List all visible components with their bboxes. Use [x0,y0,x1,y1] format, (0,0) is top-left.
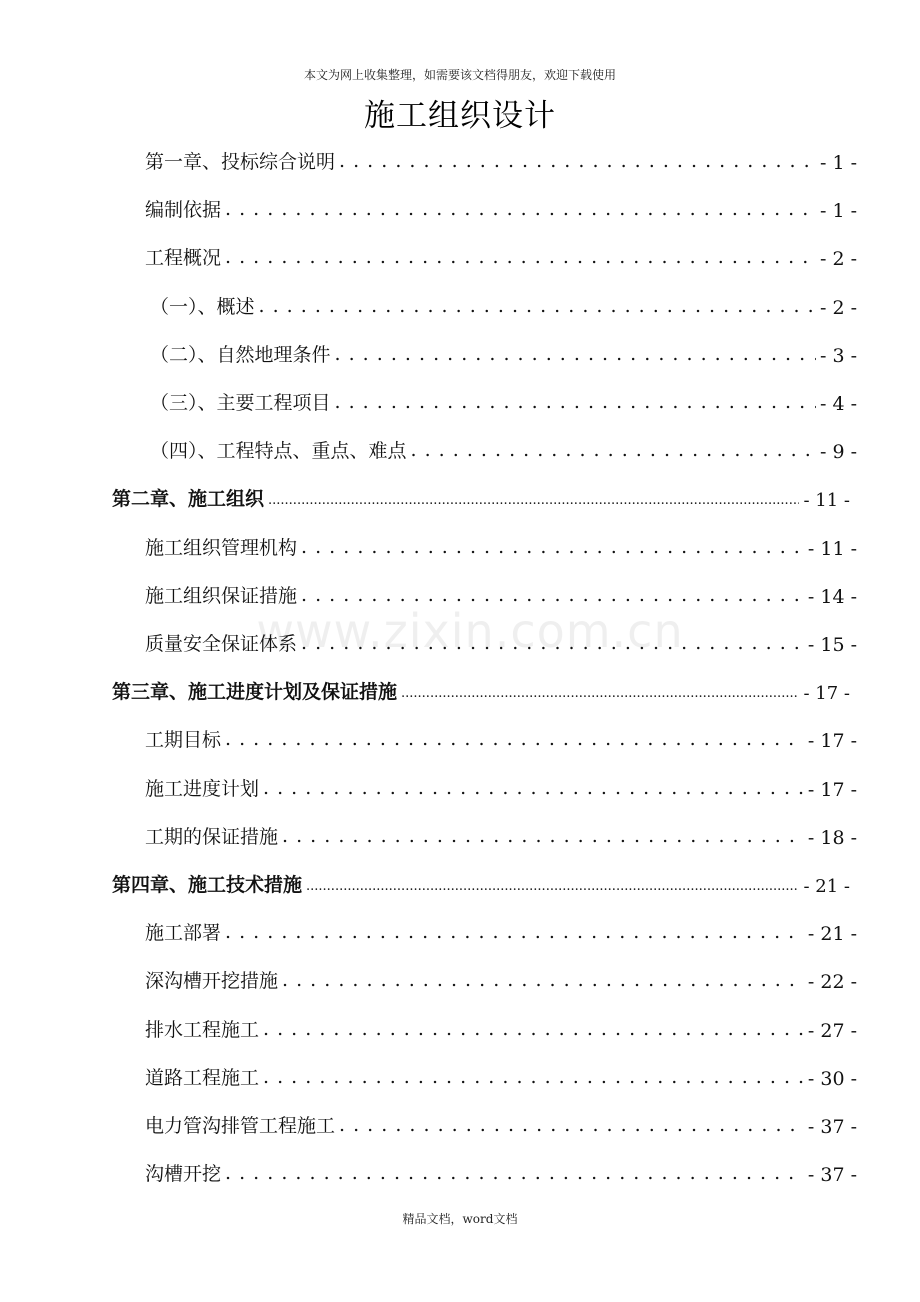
toc-entry-title: （三）、主要工程项目 [150,392,331,414]
toc-entry[interactable] [150,339,857,367]
document-title: 施工组织设计 [364,98,556,134]
toc-page-number: - 2 - [819,248,857,271]
toc-chapter-entry[interactable] [112,676,850,704]
toc-page-number: - 11 - [807,537,857,560]
toc-page-number: - 21 - [803,876,850,897]
toc-entry-title: （二）、自然地理条件 [150,343,331,366]
toc-entry-title: 第一章、投标综合说明 [145,151,336,173]
toc-page-number: - 17 - [807,778,857,801]
toc-entry-title: 工程概况 [145,247,222,270]
toc-page-number: - 37 - [807,1116,857,1138]
toc-page-number: - 21 - [807,923,857,946]
footer-note: 精品文档，word文档 [402,1212,518,1226]
toc-page-number: - 14 - [807,585,857,608]
toc-entry-title: 质量安全保证体系 [145,633,298,655]
toc-page-number: - 22 - [807,971,857,994]
toc-entry-title: 编制依据 [145,199,222,222]
toc-dot-leader [339,150,816,172]
toc-entry-title: （四）、工程特点、重点、难点 [150,440,407,463]
toc-entry-title: （一）、概述 [150,295,255,318]
toc-entry[interactable] [145,580,857,608]
toc-chapter-entry[interactable] [112,483,850,511]
toc-entry[interactable] [145,532,857,560]
toc-entry-title: 电力管沟排管工程施工 [145,1115,336,1137]
toc-entry-title: 沟槽开挖 [145,1163,222,1186]
toc-dot-leader [301,584,804,606]
toc-page-number: - 1 - [819,200,857,223]
toc-dot-leader [335,391,816,413]
toc-entry-title: 工期目标 [145,729,222,752]
toc-dot-leader [225,198,816,220]
toc-dot-leader [263,777,804,799]
toc-entry-title: 第四章、施工技术措施 [112,874,303,896]
toc-dot-leader [225,728,804,750]
toc-page-number: - 2 - [819,296,857,319]
toc-entry-title: 道路工程施工 [145,1066,260,1089]
toc-entry[interactable] [145,146,857,174]
toc-page-number: - 27 - [807,1019,857,1042]
toc-entry-title: 施工组织保证措施 [145,584,298,607]
toc-entry-title: 工期的保证措施 [145,825,279,848]
toc-entry[interactable] [145,724,857,752]
watermark: www.zixin.com.cn [256,604,684,658]
toc-page-number: - 11 - [803,490,850,512]
toc-dot-leader [282,825,804,847]
toc-dot-leader [268,487,799,509]
toc-page-number: - 3 - [819,344,857,367]
toc-entry[interactable] [145,773,857,801]
toc-entry[interactable] [145,1062,857,1090]
toc-dot-leader [335,343,816,365]
toc-entry[interactable] [145,1110,857,1138]
toc-page-number: - 4 - [819,393,857,415]
toc-dot-leader [306,873,799,895]
toc-dot-leader [259,295,816,317]
toc-dot-leader [263,1066,804,1088]
toc-page-number: - 9 - [819,441,857,464]
toc-dot-leader [225,1162,804,1184]
toc-entry[interactable] [145,628,857,656]
toc-page-number: - 18 - [807,826,857,849]
toc-entry-title: 排水工程施工 [145,1018,260,1041]
toc-entry[interactable] [145,1158,857,1186]
toc-dot-leader [225,921,804,943]
toc-page-number: - 17 - [807,730,857,753]
toc-entry[interactable] [145,917,857,945]
toc-chapter-entry[interactable] [112,869,850,897]
toc-dot-leader [301,536,804,558]
toc-dot-leader [225,246,816,268]
toc-dot-leader [301,632,804,654]
toc-entry-title: 第二章、施工组织 [112,488,265,511]
toc-dot-leader [401,680,799,702]
toc-dot-leader [339,1114,804,1136]
toc-entry[interactable] [145,194,857,222]
header-note: 本文为网上收集整理，如需要该文档得朋友，欢迎下载使用 [303,68,616,82]
toc-entry[interactable] [150,435,857,463]
toc-entry[interactable] [145,242,857,270]
toc-dot-leader [282,969,804,991]
toc-page-number: - 30 - [807,1067,857,1090]
toc-page-number: - 15 - [807,634,857,656]
toc-entry-title: 第三章、施工进度计划及保证措施 [112,681,398,704]
toc-entry[interactable] [145,965,857,993]
toc-dot-leader [263,1018,804,1040]
toc-entry-title: 施工部署 [145,922,222,945]
toc-entry-title: 施工进度计划 [145,777,260,800]
toc-entry-title: 施工组织管理机构 [145,536,298,559]
toc-entry[interactable] [145,1014,857,1042]
toc-entry[interactable] [145,821,857,849]
toc-dot-leader [411,439,816,461]
toc-entry[interactable] [150,291,857,319]
toc-page-number: - 1 - [819,152,857,174]
toc-entry[interactable] [150,387,857,415]
toc-page-number: - 37 - [807,1164,857,1187]
toc-page-number: - 17 - [803,683,850,705]
toc-entry-title: 深沟槽开挖措施 [145,970,279,993]
